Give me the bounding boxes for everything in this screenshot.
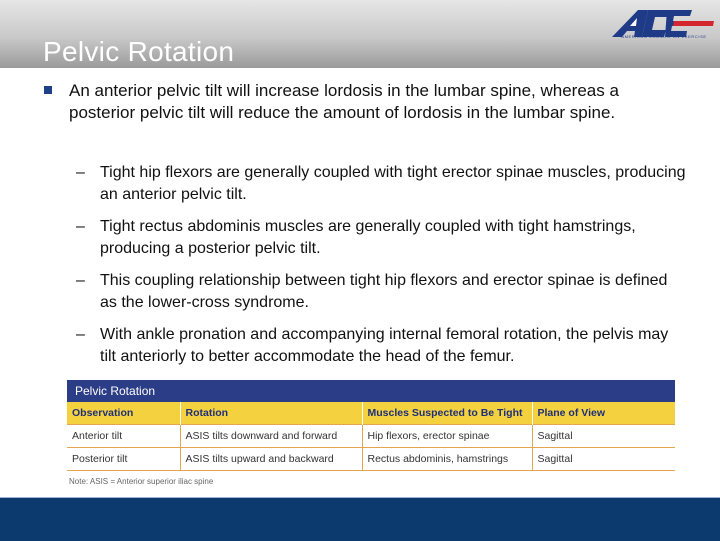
logo-tagline: AMERICAN COUNCIL ON EXERCISE [621, 34, 707, 39]
column-header: Plane of View [532, 402, 675, 425]
main-bullet-text: An anterior pelvic tilt will increase lordosis in the lumbar spine, whereas a posterior pelvic tilt will reduce the amount of lordosis in the lumbar spine. [69, 81, 619, 122]
dash-bullet-icon: – [76, 164, 85, 181]
data-table [67, 402, 675, 471]
table-title: Pelvic Rotation [67, 380, 675, 402]
sub-bullet-text: Tight hip flexors are generally coupled with tight erector spinae muscles, producing an anterior pelvic tilt. [100, 164, 686, 203]
dash-bullet-icon: – [76, 218, 85, 235]
column-header: Rotation [180, 402, 362, 425]
table-cell: ASIS tilts upward and backward [180, 448, 362, 471]
table-cell: Hip flexors, erector spinae [362, 425, 532, 448]
footer-bar [0, 497, 720, 541]
logo-letter-a [612, 10, 648, 37]
sub-bullet-text: With ankle pronation and accompanying internal femoral rotation, the pelvis may tilt anteriorly to better accommodate the head of the femur. [100, 326, 669, 365]
table-header-row [67, 402, 675, 425]
main-bullet [44, 80, 674, 124]
ace-logo [612, 4, 716, 50]
table-cell: Sagittal [532, 425, 675, 448]
square-bullet-icon [44, 86, 52, 94]
sub-bullet-text: Tight rectus abdominis muscles are generally coupled with tight hamstrings, producing a posterior pelvic tilt. [100, 218, 636, 257]
table-cell: Rectus abdominis, hamstrings [362, 448, 532, 471]
table-row [67, 425, 675, 448]
column-header: Observation [67, 402, 180, 425]
table-cell: ASIS tilts downward and forward [180, 425, 362, 448]
column-header: Muscles Suspected to Be Tight [362, 402, 532, 425]
table-cell: Sagittal [532, 448, 675, 471]
table-note: Note: ASIS = Anterior superior iliac spine [69, 477, 214, 486]
sub-bullet-text: This coupling relationship between tight hip flexors and erector spinae is defined as the lower-cross syndrome. [100, 272, 668, 311]
dash-bullet-icon: – [76, 326, 85, 343]
table-row [67, 448, 675, 471]
table-cell: Anterior tilt [67, 425, 180, 448]
table-cell: Posterior tilt [67, 448, 180, 471]
page-title: Pelvic Rotation [43, 36, 235, 67]
logo-red-stripe [673, 21, 714, 26]
sub-bullet [76, 270, 686, 314]
sub-bullet [76, 216, 686, 260]
sub-bullet [76, 324, 686, 368]
dash-bullet-icon: – [76, 272, 85, 289]
pelvic-rotation-table [67, 380, 675, 486]
sub-bullet [76, 162, 686, 206]
